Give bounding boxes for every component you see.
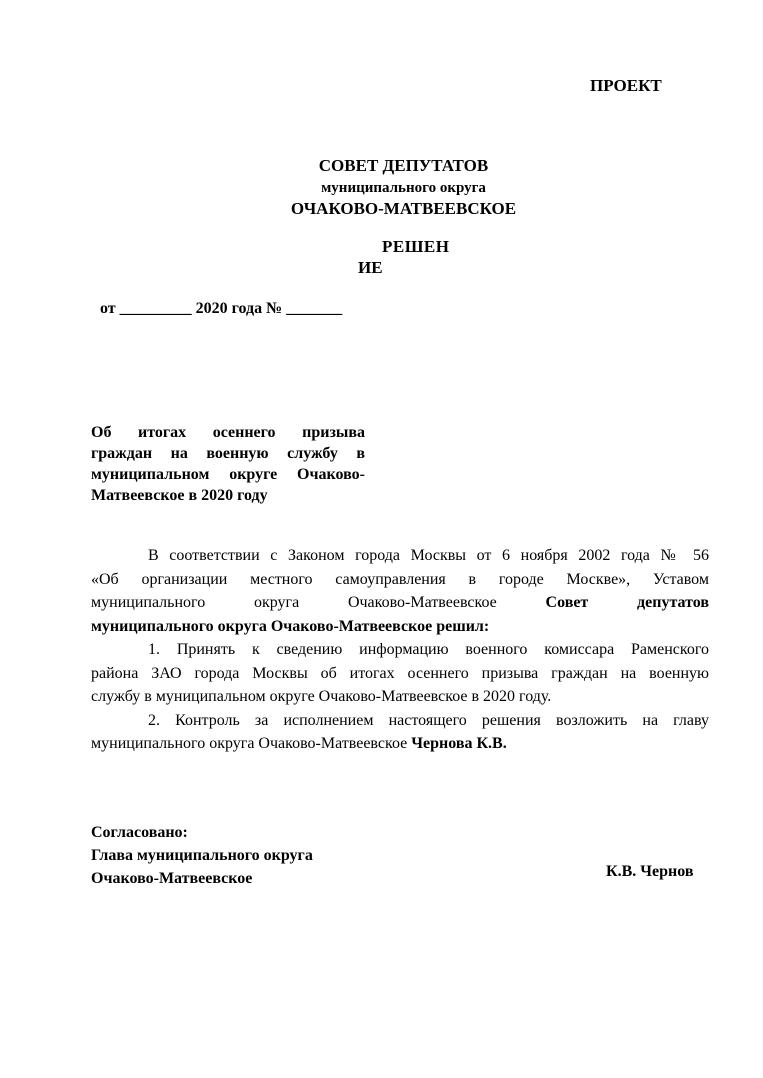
- item-1-line: 1. Принять к сведению информацию военного комиссара Раменского: [148, 641, 709, 658]
- head-name-bold: Чернова К.В.: [411, 735, 507, 752]
- decision-body: [91, 544, 709, 756]
- preamble-line-resolved: муниципального округа Очаково-Матвеевское решил:: [91, 617, 490, 635]
- subject-line: Матвеевское в 2020 году: [91, 487, 268, 504]
- item-1-line: района ЗАО города Москвы об итогах осеннего призыва граждан на военную: [91, 664, 709, 682]
- subject-line: граждан на военную службу в: [91, 445, 365, 462]
- council-title: СОВЕТ ДЕПУТАТОВ: [318, 156, 489, 175]
- decision-title-part2: ИЕ: [358, 258, 383, 277]
- date-number-line: от _________ 2020 года № _______: [100, 300, 343, 317]
- district-name: ОЧАКОВО-МАТВЕЕВСКОЕ: [290, 199, 517, 218]
- subject-line: муниципальном округе Очаково-: [91, 466, 365, 483]
- council-name-bold: Совет депутатов: [545, 594, 709, 611]
- position-line: Очаково-Матвеевское: [91, 870, 253, 887]
- draft-label: ПРОЕКТ: [590, 76, 662, 95]
- position-line: Глава муниципального округа: [91, 847, 313, 864]
- decision-subject: [91, 422, 365, 506]
- preamble-line: В соответствии с Законом города Москвы от 6 ноября 2002 года № 56: [148, 547, 709, 564]
- council-subtitle: муниципального округа: [321, 180, 486, 196]
- signatory-name: К.В. Чернов: [606, 863, 694, 880]
- decision-title-part1: РЕШЕН: [382, 237, 450, 256]
- preamble-line: «Об организации местного самоуправления в городе Москве», Уставом: [91, 570, 709, 588]
- item-2-line: [91, 732, 709, 756]
- item-2-line: 2. Контроль за исполнением настоящего решения возложить на главу: [148, 711, 709, 729]
- approval-block: [91, 821, 313, 890]
- item-2-text: муниципального округа Очаково-Матвеевское: [91, 735, 412, 752]
- subject-line: Об итогах осеннего призыва: [91, 424, 365, 441]
- preamble-line: [91, 591, 709, 615]
- approved-label: Согласовано:: [91, 824, 188, 841]
- preamble-text: муниципального округа Очаково-Матвеевское: [91, 594, 497, 611]
- item-1-line: службу в муниципальном округе Очаково-Матвеевское в 2020 году.: [91, 688, 552, 705]
